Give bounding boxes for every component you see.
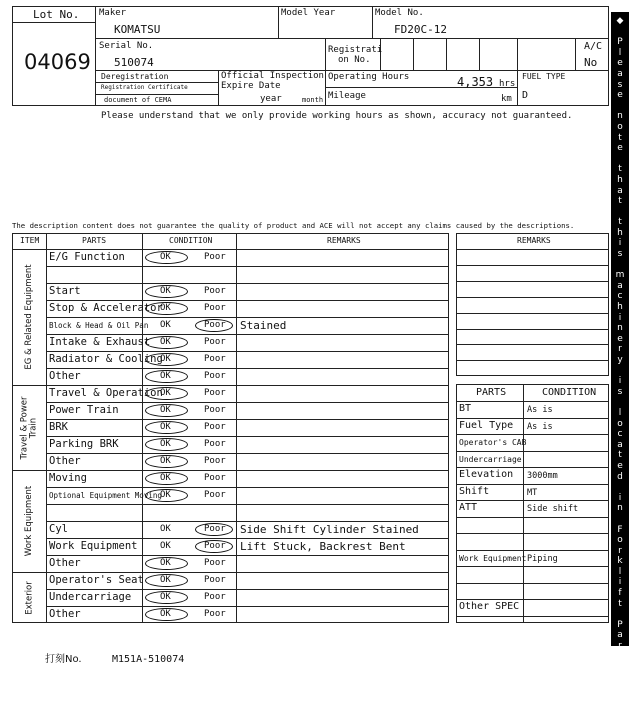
poor-option: Poor — [204, 252, 226, 262]
part-label: Travel & Operation — [49, 387, 163, 399]
header-divider — [413, 38, 414, 70]
poor-option: Poor — [204, 524, 226, 534]
poor-option: Poor — [204, 456, 226, 466]
part-label: Power Train — [49, 404, 119, 416]
row-divider — [46, 351, 449, 352]
spec-row-divider — [456, 484, 609, 485]
header-divider — [278, 6, 279, 38]
fuel-type-value: D — [522, 90, 529, 101]
ok-option: OK — [160, 337, 171, 347]
row-divider — [46, 334, 449, 335]
operating-hours-label: Operating Hours — [328, 72, 410, 82]
poor-option: Poor — [204, 371, 226, 381]
part-label: Optional Equipment Moving — [49, 491, 162, 500]
spec-value: MT — [527, 487, 538, 498]
poor-option: Poor — [204, 320, 226, 330]
spec-row-divider — [456, 418, 609, 419]
row-divider — [46, 283, 449, 284]
km-unit: km — [501, 94, 512, 104]
spec-part: Shift — [459, 485, 490, 497]
part-label: Stop & Accelerator — [49, 302, 163, 314]
poor-option: Poor — [204, 303, 226, 313]
row-divider — [46, 521, 449, 522]
part-label: Other — [49, 608, 81, 620]
row-divider — [46, 470, 449, 471]
operating-hours-value: 4,353 — [457, 75, 494, 89]
part-label: Operator's Seat — [49, 574, 144, 586]
part-label: Intake & Exhaust — [49, 336, 151, 348]
remarks-header-divider — [456, 249, 609, 250]
ac-value: No — [584, 56, 598, 69]
part-label: Other — [49, 557, 81, 569]
ok-option: OK — [160, 303, 171, 313]
spec-value: Piping — [527, 553, 558, 564]
remarks-row-divider — [456, 344, 609, 345]
ac-label: A/C — [584, 41, 603, 52]
remarks-row-divider — [456, 297, 609, 298]
ok-option: OK — [160, 320, 171, 330]
spec-row-divider — [456, 500, 609, 501]
part-label: Start — [49, 285, 81, 297]
row-divider — [46, 402, 449, 403]
table-header-divider — [12, 249, 449, 250]
poor-option: Poor — [204, 558, 226, 568]
row-divider — [46, 300, 449, 301]
header-remarks: REMARKS — [327, 236, 361, 245]
ok-circle-mark — [145, 608, 188, 621]
spec-row-divider — [456, 583, 609, 584]
row-divider — [46, 572, 449, 573]
ok-circle-mark — [145, 574, 188, 587]
spec-part: Work Equipment — [459, 553, 527, 563]
remark-text: Side Shift Cylinder Stained — [240, 523, 419, 536]
hrs-unit: hrs — [499, 79, 516, 89]
model-year-label: Model Year — [281, 8, 336, 18]
header-parts: PARTS — [82, 236, 107, 245]
registration-label: Registrati — [328, 45, 383, 55]
spec-part: Other SPEC — [459, 601, 520, 612]
header-condition: CONDITION — [169, 236, 213, 245]
part-label: Other — [49, 370, 81, 382]
row-divider — [46, 504, 449, 505]
poor-option: Poor — [204, 473, 226, 483]
row-divider — [46, 487, 449, 488]
ok-option: OK — [160, 456, 171, 466]
ok-circle-mark — [145, 251, 188, 264]
ok-circle-mark — [145, 387, 188, 400]
remark-text: Lift Stuck, Backrest Bent — [240, 540, 406, 553]
header-divider — [95, 6, 96, 106]
ok-circle-mark — [145, 591, 188, 604]
part-label: Cyl — [49, 523, 68, 535]
spec-row-divider — [456, 566, 609, 567]
spec-row-divider — [456, 451, 609, 452]
spec-row-divider — [456, 434, 609, 435]
registration-label-2: on No. — [338, 55, 371, 65]
header-remarks-right: REMARKS — [517, 236, 551, 245]
spec-value: As is — [527, 421, 553, 432]
disclaimer: The description content does not guarantee the quality of product and ACE will not accept any claims caused by the descriptions. — [12, 221, 575, 230]
part-label: E/G Function — [49, 251, 125, 263]
remark-text: Stained — [240, 319, 287, 332]
spec-row-divider — [456, 550, 609, 551]
ok-option: OK — [160, 371, 171, 381]
serial-label: Serial No. — [99, 41, 154, 51]
inspection-label-2: Expire Date — [221, 81, 281, 91]
hours-notice: Please understand that we only provide working hours as shown, accuracy not guaranteed. — [101, 111, 573, 121]
ok-option: OK — [160, 473, 171, 483]
stamp-label: 打刻No. — [45, 654, 82, 665]
header-divider — [325, 38, 326, 106]
part-label: BRK — [49, 421, 68, 433]
spec-row-divider — [456, 517, 609, 518]
header-divider — [95, 94, 218, 95]
location-banner-text: ◆ P l e a s e n o t e t h a t t h i s m a c h i n e r y i s l o c a t e d i n F o r k l i f t P a r k i n g ◆ — [615, 16, 625, 715]
ok-circle-mark — [145, 472, 188, 485]
table-divider — [142, 233, 143, 623]
stamp-number: M151A-510074 — [112, 654, 185, 665]
spec-part: Fuel Type — [459, 419, 514, 431]
ok-circle-mark — [145, 455, 188, 468]
ok-circle-mark — [145, 285, 188, 298]
spec-value: 3000mm — [527, 471, 558, 481]
ok-circle-mark — [145, 370, 188, 383]
group-label: Travel & Power Train — [19, 396, 38, 459]
spec-row-divider — [456, 616, 609, 617]
ok-option: OK — [160, 490, 171, 500]
serial-value: 510074 — [114, 56, 154, 69]
poor-option: Poor — [204, 490, 226, 500]
ok-option: OK — [160, 541, 171, 551]
spec-divider — [523, 384, 524, 623]
maker-value: KOMATSU — [114, 23, 161, 36]
header-table — [12, 6, 609, 106]
part-label: Other — [49, 455, 81, 467]
remarks-row-divider — [456, 329, 609, 330]
inspection-label: Official Inspection — [221, 71, 324, 81]
header-divider — [95, 82, 218, 83]
part-label: Undercarriage — [49, 591, 132, 603]
group-label: Exterior — [23, 580, 34, 615]
ok-option: OK — [160, 524, 171, 534]
spec-part: Operator's CAB — [459, 438, 527, 447]
header-divider — [372, 6, 373, 38]
remarks-row-divider — [456, 360, 609, 361]
cema-label: document of CEMA — [104, 96, 172, 104]
spec-header-condition: CONDITION — [542, 387, 597, 398]
maker-label: Maker — [99, 8, 127, 18]
header-item: ITEM — [20, 236, 40, 245]
part-label: Radiator & Cooling — [49, 353, 163, 365]
part-label: Work Equipment — [49, 540, 138, 552]
poor-option: Poor — [204, 405, 226, 415]
row-divider — [46, 436, 449, 437]
ok-option: OK — [160, 558, 171, 568]
spec-row-divider — [456, 599, 609, 600]
row-divider — [46, 385, 449, 386]
lot-label: Lot No. — [33, 8, 80, 21]
ok-circle-mark — [145, 489, 188, 502]
group-label: EG & Related Equipment — [23, 264, 34, 370]
deregistration-label: Deregistration — [101, 72, 169, 81]
model-no-value: FD20C-12 — [394, 23, 447, 36]
ok-circle-mark — [145, 302, 188, 315]
table-divider — [236, 233, 237, 623]
row-divider — [46, 419, 449, 420]
part-label: Block & Head & Oil Pan — [49, 321, 149, 330]
ok-option: OK — [160, 405, 171, 415]
row-divider — [46, 555, 449, 556]
header-divider — [575, 38, 576, 70]
ok-option: OK — [160, 575, 171, 585]
spec-header-parts: PARTS — [476, 387, 507, 398]
poor-option: Poor — [204, 592, 226, 602]
remarks-row-divider — [456, 281, 609, 282]
row-divider — [46, 266, 449, 267]
row-divider — [46, 453, 449, 454]
ok-option: OK — [160, 354, 171, 364]
header-divider — [95, 70, 609, 71]
poor-option: Poor — [204, 575, 226, 585]
spec-part: Undercarriage — [459, 454, 522, 464]
fuel-type-label: FUEL TYPE — [522, 72, 566, 81]
year-label: year — [260, 94, 282, 104]
ok-circle-mark — [145, 404, 188, 417]
poor-option: Poor — [204, 337, 226, 347]
ok-option: OK — [160, 592, 171, 602]
poor-circle-mark — [195, 523, 233, 536]
ok-option: OK — [160, 439, 171, 449]
header-divider — [218, 70, 219, 106]
poor-circle-mark — [195, 319, 233, 332]
poor-option: Poor — [204, 422, 226, 432]
ok-circle-mark — [145, 421, 188, 434]
location-banner — [611, 12, 629, 715]
row-divider — [46, 317, 449, 318]
poor-option: Poor — [204, 541, 226, 551]
poor-option: Poor — [204, 439, 226, 449]
spec-value: As is — [527, 405, 553, 415]
registration-certificate-label: Registration Certificate — [101, 84, 188, 91]
spec-part: BT — [459, 403, 472, 414]
poor-option: Poor — [204, 354, 226, 364]
spec-header-divider — [456, 401, 609, 402]
spec-part: Elevation — [459, 469, 514, 480]
ok-option: OK — [160, 286, 171, 296]
ok-circle-mark — [145, 353, 188, 366]
group-label: Work Equipment — [23, 485, 34, 557]
ok-circle-mark — [145, 438, 188, 451]
header-divider — [12, 22, 95, 23]
poor-circle-mark — [195, 540, 233, 553]
remarks-row-divider — [456, 265, 609, 266]
remarks-row-divider — [456, 313, 609, 314]
poor-option: Poor — [204, 286, 226, 296]
remarks-table — [456, 233, 609, 376]
ok-circle-mark — [145, 336, 188, 349]
ok-option: OK — [160, 388, 171, 398]
header-divider — [517, 38, 518, 106]
spec-value: Side shift — [527, 504, 579, 514]
row-divider — [46, 606, 449, 607]
mileage-label: Mileage — [328, 91, 366, 101]
table-divider — [46, 233, 47, 623]
spec-part: ATT — [459, 502, 478, 513]
ok-option: OK — [160, 252, 171, 262]
row-divider — [46, 538, 449, 539]
part-label: Moving — [49, 472, 87, 484]
header-divider — [479, 38, 480, 70]
ok-option: OK — [160, 609, 171, 619]
poor-option: Poor — [204, 609, 226, 619]
ok-option: OK — [160, 422, 171, 432]
part-label: Parking BRK — [49, 438, 119, 450]
header-divider — [446, 38, 447, 70]
model-no-label: Model No. — [375, 8, 424, 18]
row-divider — [46, 589, 449, 590]
row-divider — [46, 368, 449, 369]
spec-row-divider — [456, 467, 609, 468]
header-divider — [95, 38, 609, 39]
lot-number: 04069 — [24, 50, 91, 74]
month-label: month — [302, 96, 324, 104]
spec-row-divider — [456, 533, 609, 534]
ok-circle-mark — [145, 557, 188, 570]
poor-option: Poor — [204, 388, 226, 398]
